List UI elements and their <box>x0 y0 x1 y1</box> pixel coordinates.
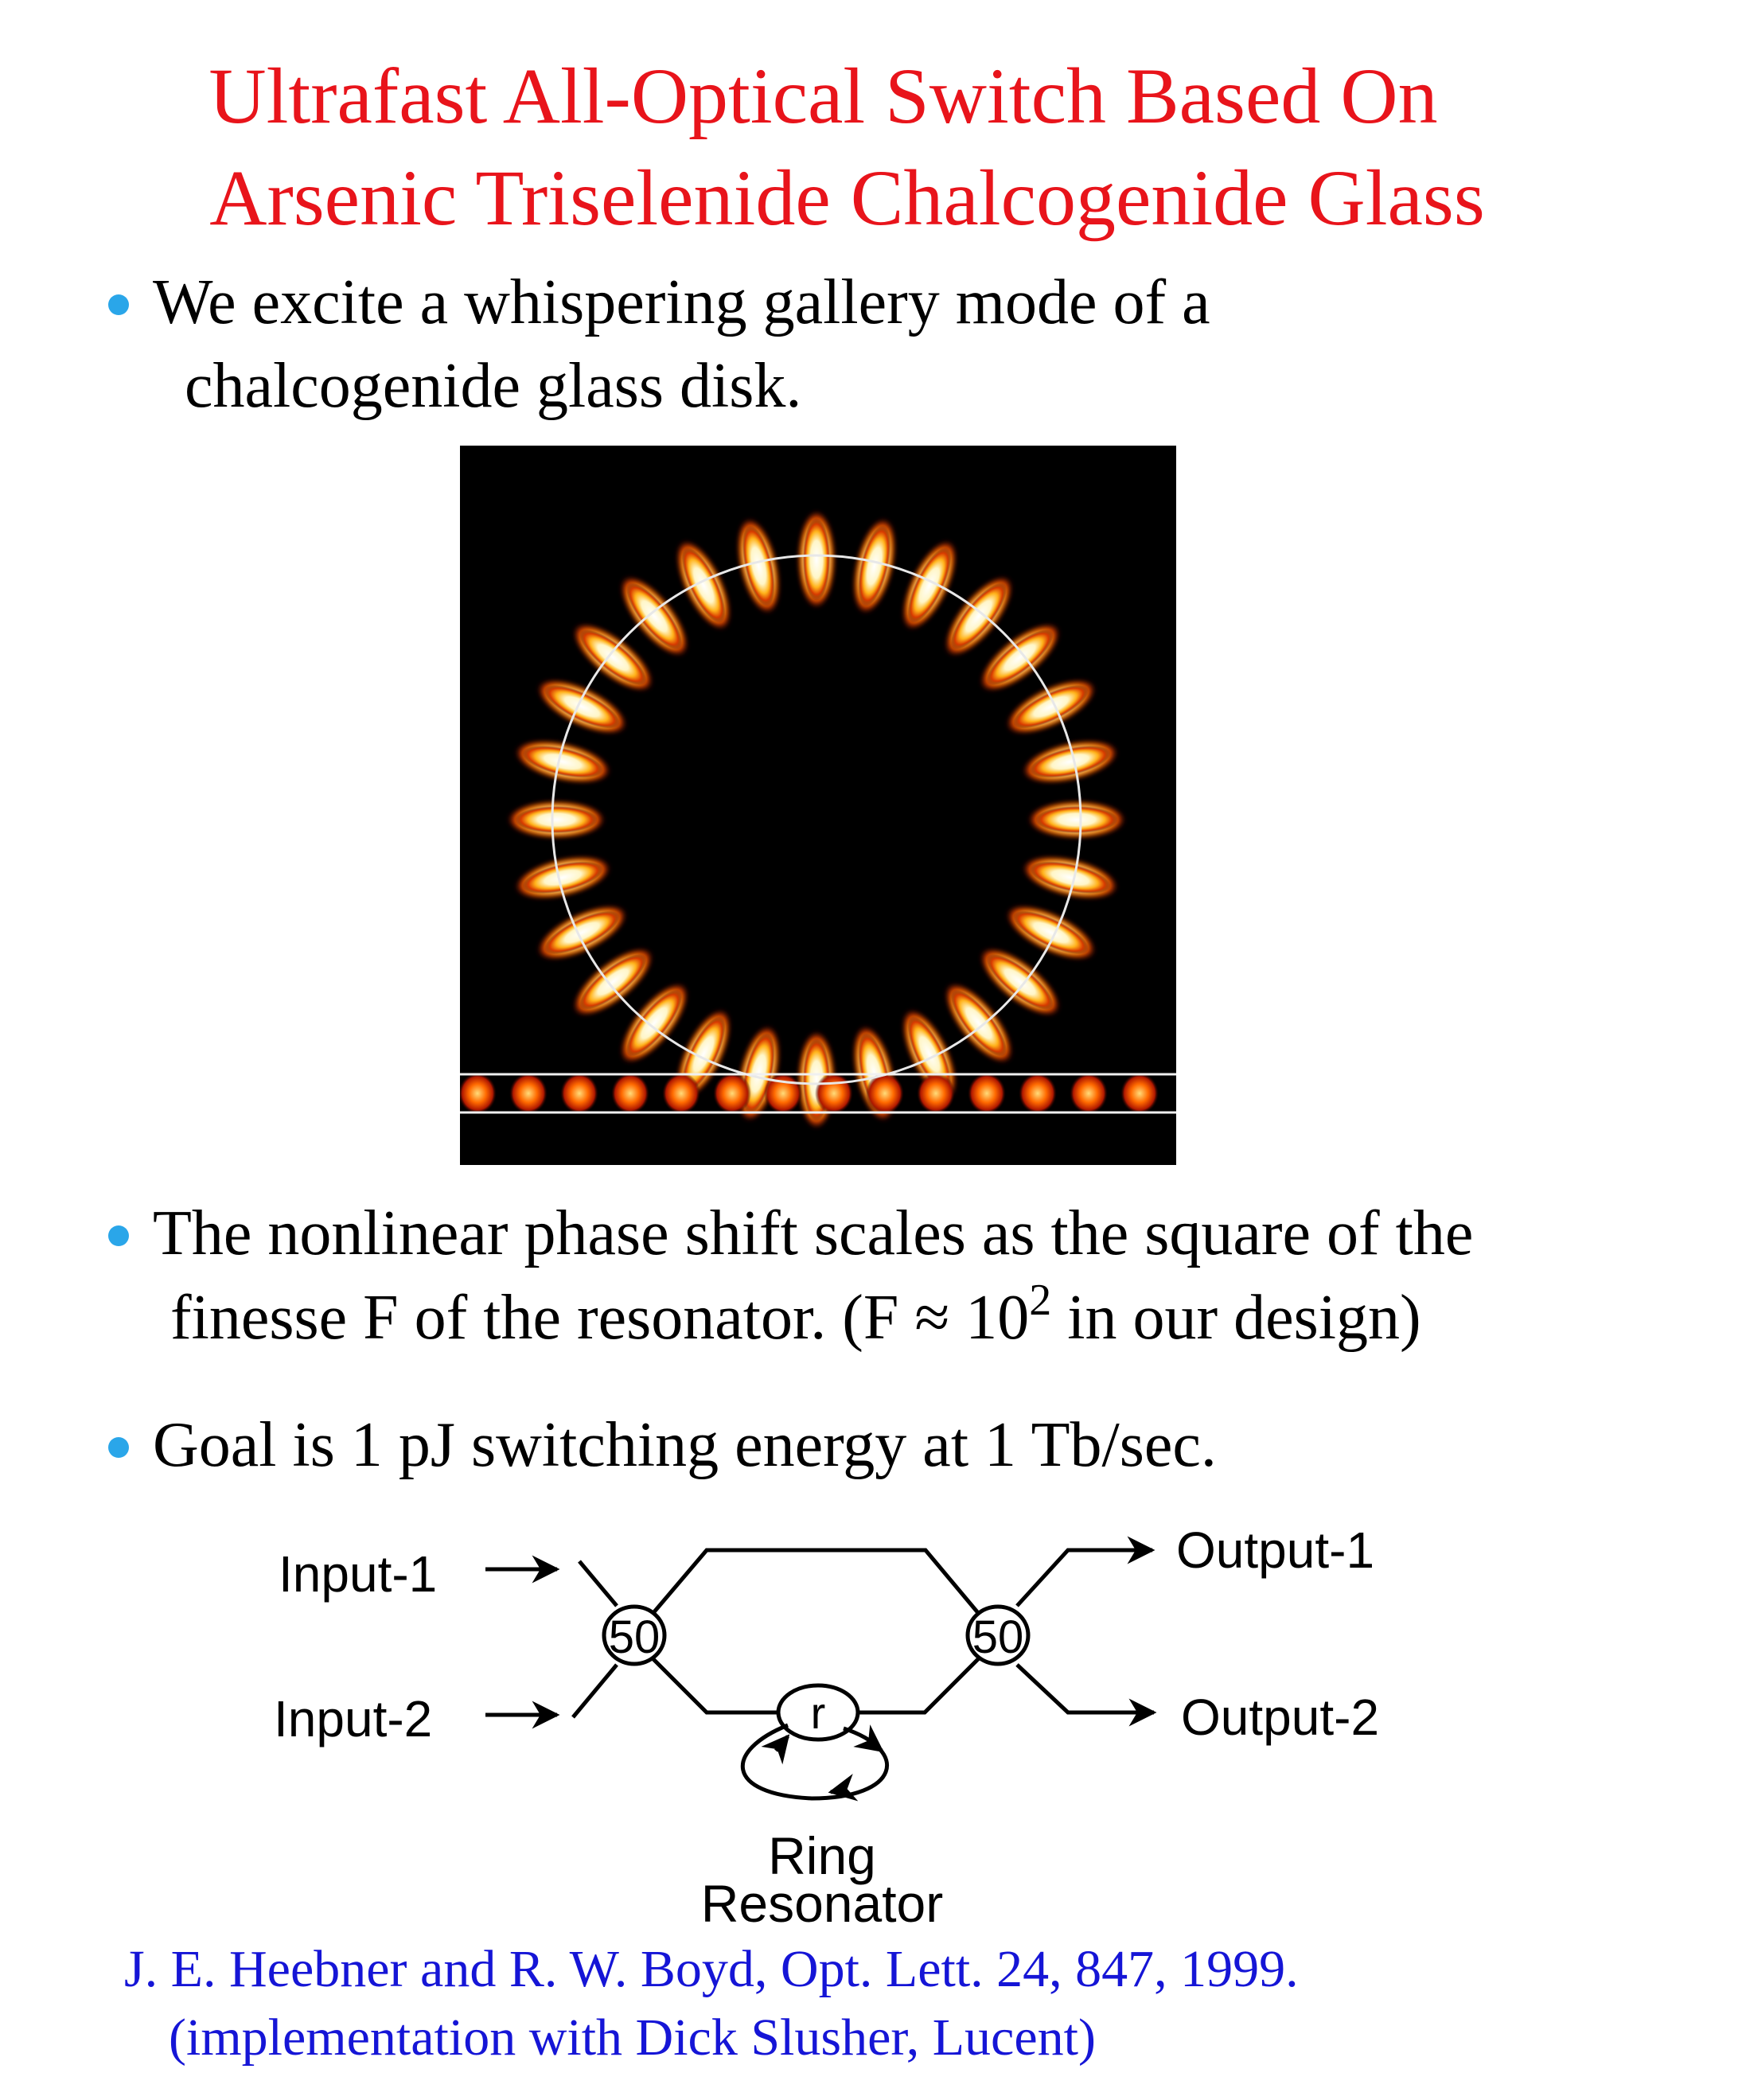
mode-lobe <box>1035 806 1118 833</box>
waveguide-mode-spot <box>713 1073 751 1114</box>
left-coupler-label: 50 <box>608 1611 661 1663</box>
ring-label-line1: Ring <box>768 1826 876 1885</box>
mode-lobe <box>515 806 598 833</box>
waveguide-mode-spot <box>460 1073 497 1114</box>
output1-label: Output-1 <box>1176 1521 1375 1579</box>
output1-arrow <box>1017 1550 1152 1606</box>
bullet-1-line2: chalcogenide glass disk. <box>185 351 802 421</box>
right-coupler-label: 50 <box>972 1611 1024 1663</box>
bullet-2-line2-text: finesse F of the resonator. (F ≈ 10 <box>170 1283 1030 1353</box>
bullet-3-line1: Goal is 1 pJ switching energy at 1 Tb/sec. <box>153 1410 1217 1480</box>
waveguide-mode-spot <box>1070 1073 1108 1114</box>
slide-title-line1: Ultrafast All-Optical Switch Based On <box>208 52 1438 140</box>
bullet-2-line2 <box>170 1278 1421 1358</box>
upper-arm <box>653 1550 979 1614</box>
waveguide-mode-spot <box>509 1073 548 1114</box>
waveguide-mode-spot <box>1019 1073 1057 1114</box>
reference-line2: (implementation with Dick Slusher, Lucent) <box>169 2008 1096 2067</box>
waveguide-mode-spot <box>611 1073 649 1114</box>
input1-label: Input-1 <box>279 1545 438 1603</box>
lower-arm <box>653 1658 780 1712</box>
waveguide-mode-spot <box>968 1073 1006 1114</box>
mode-lobe <box>803 518 830 601</box>
exponent: 2 <box>1029 1276 1052 1325</box>
bullet-2-line1: The nonlinear phase shift scales as the square of the <box>153 1198 1474 1268</box>
bullet-dot-3 <box>108 1437 129 1458</box>
waveguide-mode-spot <box>560 1073 598 1114</box>
output2-arrow <box>1017 1665 1154 1712</box>
output2-label: Output-2 <box>1181 1689 1380 1746</box>
bullet-2-line2-tail: in our design) <box>1051 1283 1421 1353</box>
waveguide-mode-spot <box>1120 1073 1159 1114</box>
waveguide-mode-spot <box>662 1073 700 1114</box>
ring-symbol: r <box>810 1688 826 1738</box>
bullet-dot-1 <box>108 294 129 315</box>
slide-title-line2: Arsenic Triselenide Chalcogenide Glass <box>209 154 1485 242</box>
bullet-1-line1: We excite a whispering gallery mode of a <box>153 267 1210 337</box>
reference-line1: J. E. Heebner and R. W. Boyd, Opt. Lett. 24, 847, 1999. <box>124 1940 1299 1998</box>
waveguide-mode-spot <box>917 1073 955 1114</box>
input2-label: Input-2 <box>274 1690 433 1747</box>
ring-label-line2: Resonator <box>700 1874 944 1933</box>
whispering-gallery-mode-image <box>460 446 1176 1165</box>
waveguide-mode-spot <box>815 1073 853 1114</box>
switch-schematic <box>239 1512 1512 1942</box>
bullet-dot-2 <box>108 1225 129 1246</box>
